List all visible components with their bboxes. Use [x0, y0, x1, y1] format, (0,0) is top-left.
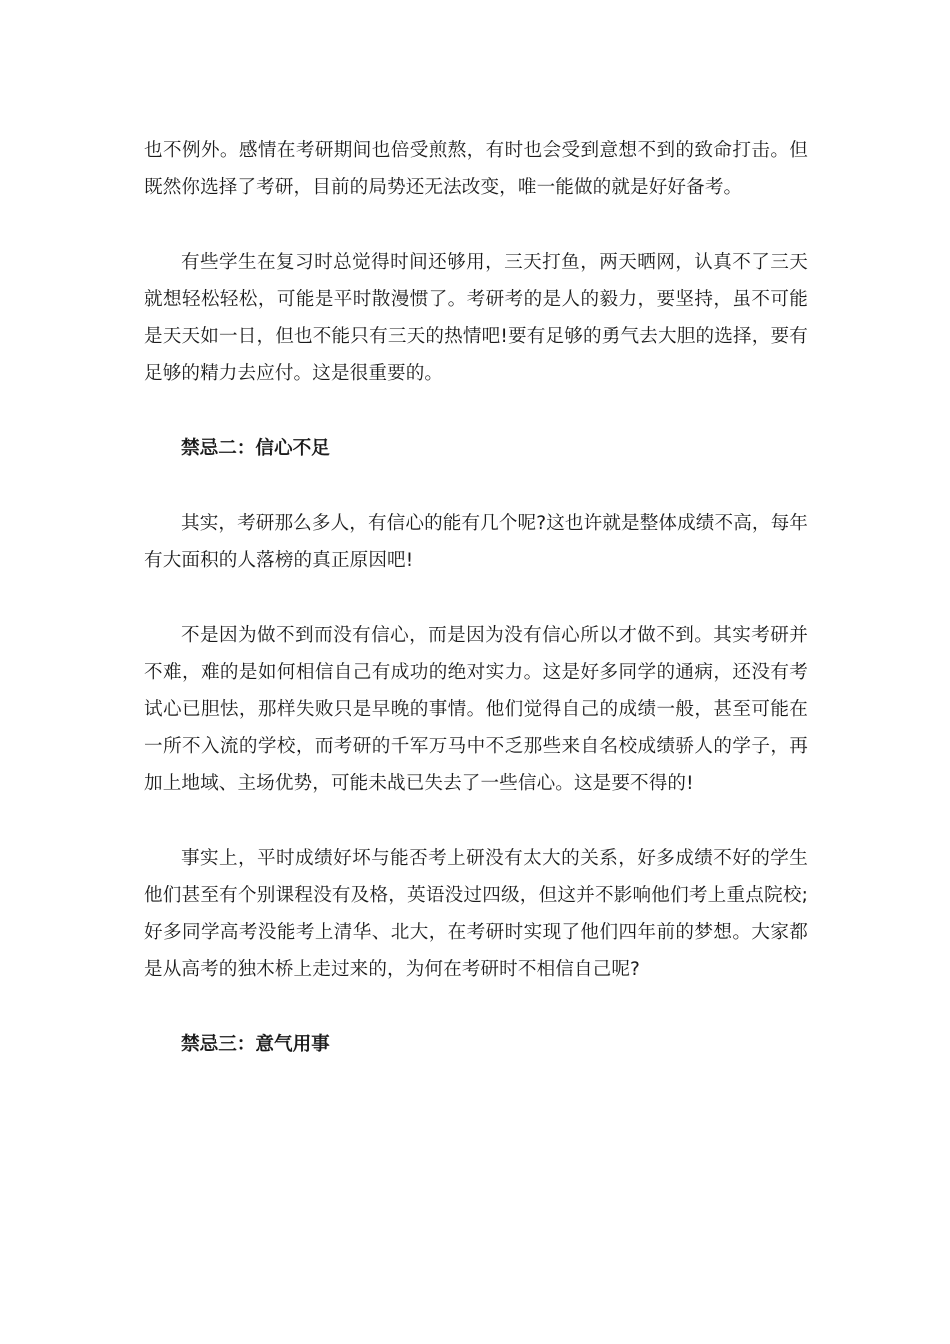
paragraph-spacer [144, 579, 808, 617]
paragraph-continuation: 也不例外。感情在考研期间也倍受煎熬，有时也会受到意想不到的致命打击。但既然你选择了考研，目前的局势还无法改变，唯一能做的就是好好备考。 [144, 140, 808, 198]
document-body [144, 132, 808, 1063]
paragraph-spacer [144, 206, 808, 244]
paragraph-confidence-intro: 其实，考研那么多人，有信心的能有几个呢?这也许就是整体成绩不高，每年有大面积的人落榜的真正原因吧! [144, 513, 808, 571]
paragraph-confidence-facts: 事实上，平时成绩好坏与能否考上研没有太大的关系，好多成绩不好的学生他们甚至有个别课程没有及格，英语没过四级，但这并不影响他们考上重点院校;好多同学高考没能考上清华、北大，在考研时实现了他们四年前的梦想。大家都是从高考的独木桥上走过来的，为何在考研时不相信自己呢? [144, 848, 808, 980]
paragraph-confidence-cause: 不是因为做不到而没有信心，而是因为没有信心所以才做不到。其实考研并不难，难的是如何相信自己有成功的绝对实力。这是好多同学的通病，还没有考试心已胆怯，那样失败只是早晚的事情。他们觉得自己的成绩一般，甚至可能在一所不入流的学校，而考研的千军万马中不乏那些来自名校成绩骄人的学子，再加上地域、主场优势，可能未战已失去了一些信心。这是要不得的! [144, 625, 808, 794]
paragraph-spacer [144, 802, 808, 840]
paragraph-spacer [144, 392, 808, 430]
paragraph-spacer [144, 467, 808, 505]
section-heading-impulsiveness: 禁忌三：意气用事 [181, 1034, 330, 1055]
paragraph-spacer [144, 988, 808, 1026]
paragraph-persistence: 有些学生在复习时总觉得时间还够用，三天打鱼，两天晒网，认真不了三天就想轻松轻松，可能是平时散漫惯了。考研考的是人的毅力，要坚持，虽不可能是天天如一日，但也不能只有三天的热情吧!要有足够的勇气去大胆的选择，要有足够的精力去应付。这是很重要的。 [144, 252, 808, 384]
section-heading-lack-of-confidence: 禁忌二：信心不足 [181, 438, 330, 459]
